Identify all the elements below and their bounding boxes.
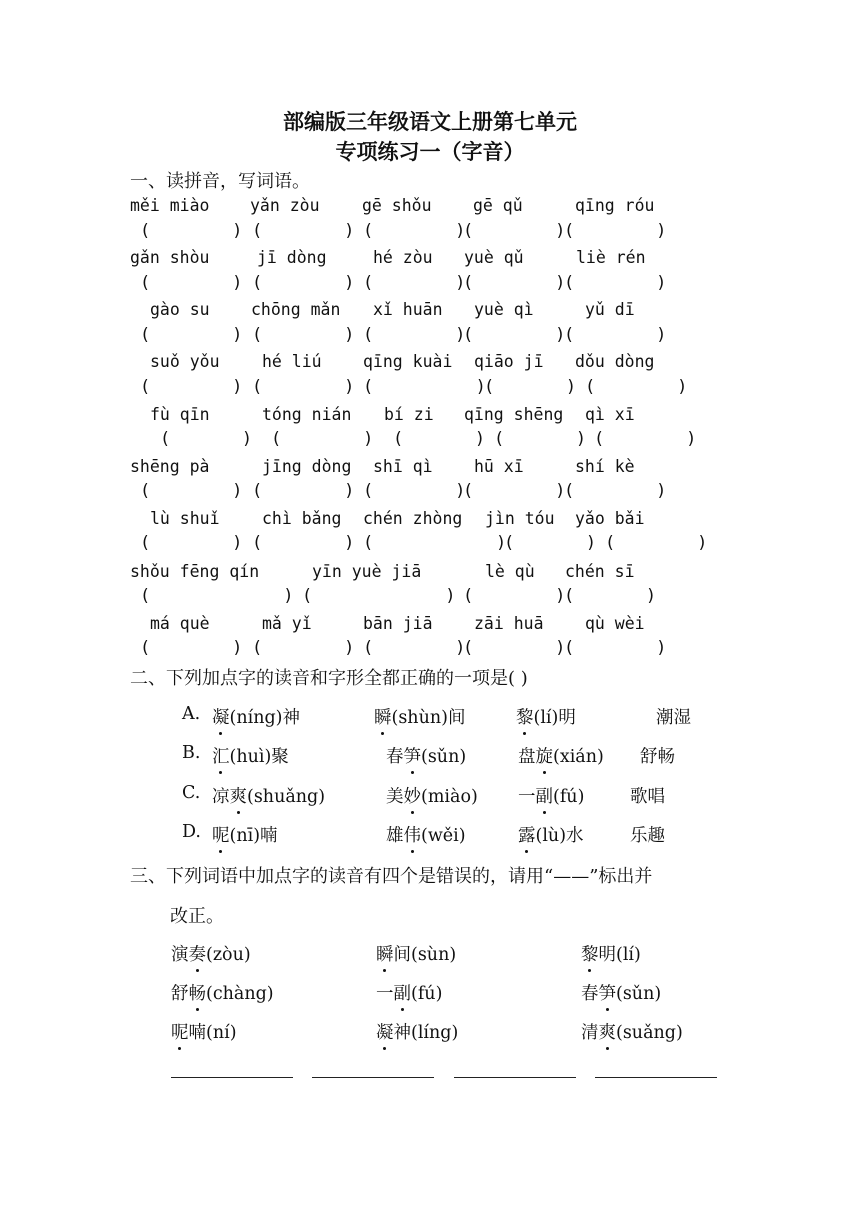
word-rest: (sǔn) <box>421 747 467 767</box>
option-c-word-2 <box>386 783 478 808</box>
word-rest: (wěi) <box>421 826 466 846</box>
answer-blank[interactable]: ( ) <box>363 273 466 293</box>
word-rest: (xián) <box>553 747 604 767</box>
answer-blank[interactable]: ( ) <box>140 273 243 293</box>
answer-blank[interactable]: ( ) <box>140 377 243 397</box>
option-b-word-1 <box>212 743 289 768</box>
answer-blank[interactable]: ( ) <box>363 221 466 241</box>
word-rest: (chàng) <box>206 984 274 1004</box>
word-start: 春 <box>581 984 599 1004</box>
page-subtitle: 专项练习一（字音） <box>335 139 525 164</box>
word-rest: (lí)明 <box>533 708 576 728</box>
dotted-char: 笋 <box>404 743 422 768</box>
pinyin-item: dǒu dòng <box>575 352 655 371</box>
word-start: 雄 <box>386 826 404 846</box>
word-item <box>581 941 641 966</box>
answer-blank[interactable]: ( ) <box>363 638 466 658</box>
option-b-word-3 <box>518 743 604 768</box>
dotted-char: 黎 <box>581 941 599 966</box>
dotted-char: 瞬 <box>376 941 394 966</box>
dotted-char: 笋 <box>599 980 617 1005</box>
answer-blank[interactable]: ( ) <box>463 481 566 501</box>
pinyin-item: gào su <box>150 300 210 319</box>
dotted-char: 汇 <box>212 743 230 768</box>
option-d-word-2 <box>386 822 466 847</box>
pinyin-item: chén sī <box>565 562 635 581</box>
dotted-char: 旋 <box>536 743 554 768</box>
word-start: 舒 <box>171 984 189 1004</box>
word-rest: 神(líng) <box>393 1023 459 1043</box>
pinyin-item: yīn yuè jiā <box>312 562 422 581</box>
answer-blank[interactable]: ( ) <box>564 586 657 606</box>
pinyin-item: jīng dòng <box>262 457 352 476</box>
pinyin-item: chōng mǎn <box>251 300 341 319</box>
answer-blank[interactable]: ( ) <box>463 273 566 293</box>
pinyin-item: fù qīn <box>150 405 210 424</box>
word-rest: 间(sùn) <box>393 945 457 965</box>
answer-blank[interactable]: ( ) <box>271 429 374 449</box>
word-rest: (fú) <box>553 787 585 807</box>
answer-blank[interactable]: ( ) <box>463 221 566 241</box>
pinyin-item: má què <box>150 614 210 633</box>
word-rest: (huì)聚 <box>229 747 289 767</box>
pinyin-item: xǐ huān <box>373 300 443 319</box>
answer-blank[interactable]: ( ) <box>463 638 566 658</box>
answer-blank[interactable]: ( ) <box>140 481 243 501</box>
word-rest: 明(lí) <box>598 945 641 965</box>
pinyin-item: yǎn zòu <box>250 196 320 215</box>
pinyin-item: qīng róu <box>575 196 655 215</box>
answer-blank[interactable]: ( ) <box>504 533 597 553</box>
word-rest: (zòu) <box>206 945 251 965</box>
pinyin-item: chì bǎng <box>262 509 342 528</box>
pinyin-item: gē qǔ <box>473 196 523 215</box>
option-b-word-2 <box>386 743 466 768</box>
pinyin-item: qì xī <box>585 405 635 424</box>
option-a-word-3 <box>516 704 576 729</box>
word-item <box>376 980 442 1005</box>
word-rest: (shuǎng) <box>247 787 326 807</box>
pinyin-item: yǔ dī <box>585 300 635 319</box>
answer-blank[interactable]: ( ) <box>564 325 667 345</box>
answer-blank[interactable]: ( ) <box>463 325 566 345</box>
pinyin-item: bān jiā <box>363 614 433 633</box>
pinyin-item: yǎo bǎi <box>575 509 645 528</box>
answer-line[interactable] <box>454 1077 576 1078</box>
pinyin-item: gǎn shòu <box>130 248 210 267</box>
dotted-char: 凝 <box>212 704 230 729</box>
pinyin-item: yuè qì <box>474 300 534 319</box>
dotted-char: 凝 <box>376 1019 394 1044</box>
word-rest: (miào) <box>421 787 478 807</box>
pinyin-item: qiāo jī <box>474 352 544 371</box>
word-start: 美 <box>386 787 404 807</box>
word-item <box>581 1019 683 1044</box>
word-start: 演 <box>171 945 189 965</box>
answer-blank[interactable]: ( ) <box>564 221 667 241</box>
answer-blank[interactable]: ( ) <box>252 481 355 501</box>
word-start: 清 <box>581 1023 599 1043</box>
word-start: 盘 <box>518 747 536 767</box>
word-rest: (shùn)间 <box>391 708 466 728</box>
pinyin-item: shí kè <box>575 457 635 476</box>
pinyin-item: jī dòng <box>257 248 327 267</box>
answer-blank[interactable]: ( ) <box>140 221 243 241</box>
answer-line[interactable] <box>171 1077 293 1078</box>
dotted-char: 呢 <box>212 822 230 847</box>
word-start: 春 <box>386 747 404 767</box>
pinyin-item: lè qù <box>485 562 535 581</box>
answer-blank[interactable]: ( ) <box>484 377 577 397</box>
option-d-word-1 <box>212 822 278 847</box>
word-rest: (sǔn) <box>616 984 662 1004</box>
option-a-label[interactable]: A. <box>182 704 201 724</box>
answer-blank[interactable]: ( ) <box>140 325 243 345</box>
word-item <box>171 1019 237 1044</box>
option-b-word-4: 舒畅 <box>640 747 675 767</box>
pinyin-item: suǒ yǒu <box>150 352 220 371</box>
section-3-heading: 三、下列词语中加点字的读音有四个是错误的，请用“——”标出并 <box>130 866 653 887</box>
pinyin-item: hé zòu <box>373 248 433 267</box>
dotted-char: 露 <box>518 822 536 847</box>
answer-blank[interactable]: ( ) <box>363 481 466 501</box>
pinyin-item: qīng shēng <box>464 405 564 424</box>
answer-blank[interactable]: ( ) <box>594 429 697 449</box>
answer-blank[interactable]: ( ) <box>363 377 486 397</box>
option-d-label[interactable]: D. <box>182 822 201 842</box>
answer-blank[interactable]: ( ) <box>605 533 708 553</box>
option-c-word-3 <box>518 783 584 808</box>
answer-blank[interactable]: ( ) <box>252 533 355 553</box>
answer-blank[interactable]: ( ) <box>564 638 667 658</box>
word-item <box>376 941 456 966</box>
dotted-char: 爽 <box>230 783 248 808</box>
option-c-label[interactable]: C. <box>182 783 201 803</box>
answer-blank[interactable]: ( ) <box>393 429 486 449</box>
pinyin-item: yuè qǔ <box>464 248 524 267</box>
option-a-word-2 <box>374 704 465 729</box>
dotted-char: 伟 <box>404 822 422 847</box>
dotted-char: 副 <box>394 980 412 1005</box>
word-start: 一 <box>518 787 536 807</box>
answer-blank[interactable]: ( ) <box>363 533 507 553</box>
answer-blank[interactable]: ( ) <box>160 429 253 449</box>
pinyin-item: shēng pà <box>130 457 210 476</box>
word-rest: 喃(ní) <box>188 1023 237 1043</box>
pinyin-item: shǒu fēng qín <box>130 562 260 581</box>
word-rest: (nī)喃 <box>229 826 278 846</box>
dotted-char: 副 <box>536 783 554 808</box>
option-a-word-1 <box>212 704 300 729</box>
answer-blank[interactable]: ( ) <box>140 533 243 553</box>
word-rest: (suǎng) <box>616 1023 683 1043</box>
pinyin-item: mǎ yǐ <box>262 614 312 633</box>
section-2-heading: 二、下列加点字的读音和字形全都正确的一项是( ) <box>130 668 528 689</box>
word-item <box>171 941 251 966</box>
answer-blank[interactable]: ( ) <box>140 638 243 658</box>
answer-line[interactable] <box>312 1077 434 1078</box>
option-c-word-4: 歌唱 <box>630 787 665 807</box>
word-rest: (lù)水 <box>535 826 584 846</box>
dotted-char: 妙 <box>404 783 422 808</box>
answer-blank[interactable]: ( ) <box>252 325 355 345</box>
dotted-char: 奏 <box>189 941 207 966</box>
answer-blank[interactable]: ( ) <box>302 586 456 606</box>
pinyin-item: shī qì <box>373 457 433 476</box>
answer-blank[interactable]: ( ) <box>363 325 466 345</box>
dotted-char: 呢 <box>171 1019 189 1044</box>
pinyin-item: liè rén <box>576 248 646 267</box>
pinyin-item: qīng kuài <box>363 352 453 371</box>
word-item <box>171 980 274 1005</box>
answer-blank[interactable]: ( ) <box>252 273 355 293</box>
option-d-word-3 <box>518 822 584 847</box>
dotted-char: 黎 <box>516 704 534 729</box>
dotted-char: 爽 <box>599 1019 617 1044</box>
answer-blank[interactable]: ( ) <box>564 273 667 293</box>
pinyin-item: hū xī <box>474 457 524 476</box>
pinyin-item: gē shǒu <box>362 196 432 215</box>
answer-blank[interactable]: ( ) <box>463 586 566 606</box>
option-c-word-1 <box>212 783 325 808</box>
answer-blank[interactable]: ( ) <box>252 221 355 241</box>
option-a-word-4: 潮湿 <box>656 708 691 728</box>
word-start: 凉 <box>212 787 230 807</box>
section-3-heading-cont: 改正。 <box>170 906 224 927</box>
pinyin-item: měi miào <box>130 196 210 215</box>
word-item <box>581 980 661 1005</box>
word-item <box>376 1019 458 1044</box>
word-rest: (níng)神 <box>229 708 300 728</box>
dotted-char: 瞬 <box>374 704 392 729</box>
pinyin-item: tóng nián <box>262 405 352 424</box>
pinyin-item: zāi huā <box>474 614 544 633</box>
answer-blank[interactable]: ( ) <box>140 586 294 606</box>
word-start: 一 <box>376 984 394 1004</box>
pinyin-item: qù wèi <box>585 614 645 633</box>
answer-blank[interactable]: ( ) <box>252 377 355 397</box>
answer-blank[interactable]: ( ) <box>564 481 667 501</box>
pinyin-item: lù shuǐ <box>150 509 220 528</box>
answer-blank[interactable]: ( ) <box>494 429 587 449</box>
section-1-heading: 一、读拼音，写词语。 <box>130 171 310 192</box>
word-rest: (fú) <box>411 984 443 1004</box>
answer-blank[interactable]: ( ) <box>585 377 688 397</box>
pinyin-item: jìn tóu <box>485 509 555 528</box>
page-title: 部编版三年级语文上册第七单元 <box>283 109 577 134</box>
option-d-word-4: 乐趣 <box>630 826 665 846</box>
answer-line[interactable] <box>595 1077 717 1078</box>
pinyin-item: bí zi <box>384 405 434 424</box>
pinyin-item: hé liú <box>262 352 322 371</box>
pinyin-item: chén zhòng <box>363 509 463 528</box>
answer-blank[interactable]: ( ) <box>252 638 355 658</box>
option-b-label[interactable]: B. <box>182 743 201 763</box>
dotted-char: 畅 <box>189 980 207 1005</box>
